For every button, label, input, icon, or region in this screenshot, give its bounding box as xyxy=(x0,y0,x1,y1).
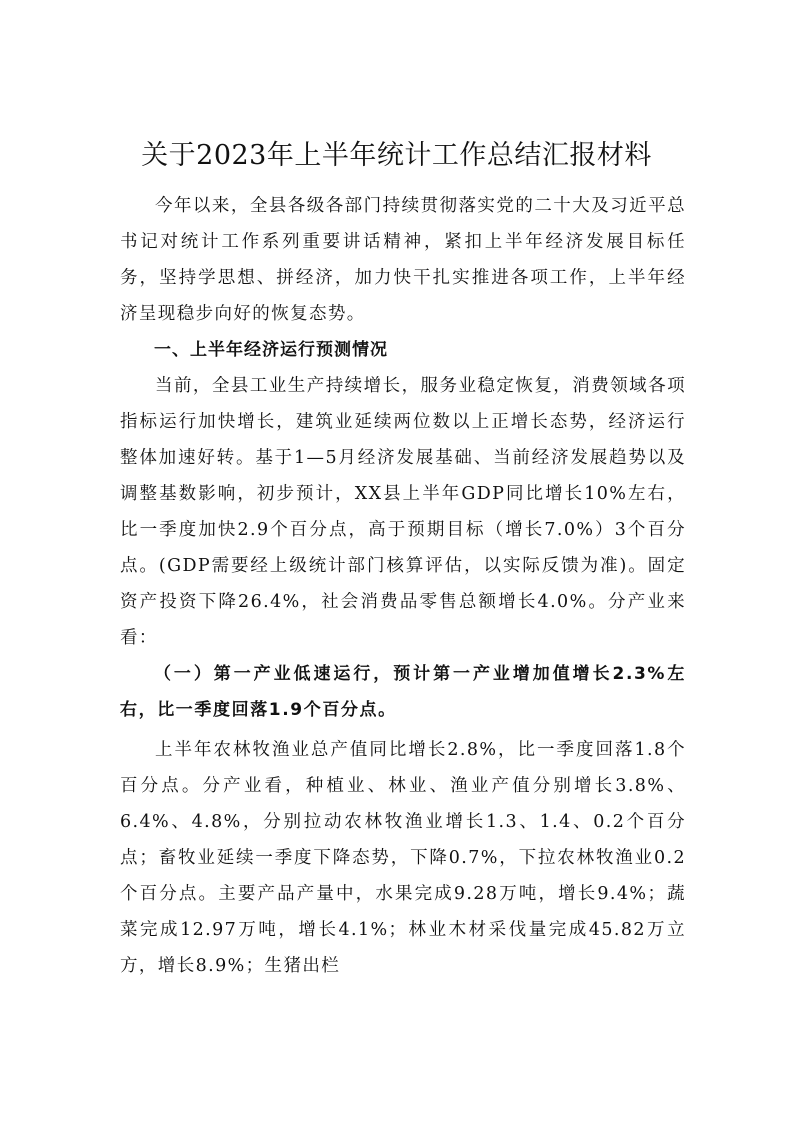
intro-paragraph: 今年以来，全县各级各部门持续贯彻落实党的二十大及习近平总书记对统计工作系列重要讲话精神，紧扣上半年经济发展目标任务，坚持学思想、拼经济，加力快干扎实推进各项工作，上半年经济呈现稳步向好的恢复态势。 xyxy=(120,196,686,324)
section-1-paragraph: 当前，全县工业生产持续增长，服务业稳定恢复，消费领域各项指标运行加快增长，建筑业延续两位数以上正增长态势，经济运行整体加速好转。基于1—5月经济发展基础、当前经济发展趋势以及调整基数影响，初步预计，XX县上半年GDP同比增长10%左右，比一季度加快2.9个百分点，高于预期目标（增长7.0%）3个百分点。(GDP需要经上级统计部门核算评估，以实际反馈为准)。固定资产投资下降26.4%，社会消费品零售总额增长4.0%。分产业来看： xyxy=(120,376,686,648)
document-body xyxy=(120,188,686,984)
document-title: 关于2023年上半年统计工作总结汇报材料 xyxy=(141,140,652,171)
section-heading-1: 一、上半年经济运行预测情况 xyxy=(154,340,388,360)
subsection-1-paragraph: 上半年农林牧渔业总产值同比增长2.8%，比一季度回落1.8个百分点。分产业看，种植业、林业、渔业产值分别增长3.8%、6.4%、4.8%，分别拉动农林牧渔业增长1.3、1.4、0.2个百分点；畜牧业延续一季度下降态势，下降0.7%，下拉农林牧渔业0.2个百分点。主要产品产量中，水果完成9.28万吨，增长9.4%；蔬菜完成12.97万吨，增长4.1%；林业木材采伐量完成45.82万立方，增长8.9%；生猪出栏 xyxy=(120,740,686,976)
subsection-heading-1: （一）第一产业低速运行，预计第一产业增加值增长2.3%左右，比一季度回落1.9个百分点。 xyxy=(120,664,686,720)
